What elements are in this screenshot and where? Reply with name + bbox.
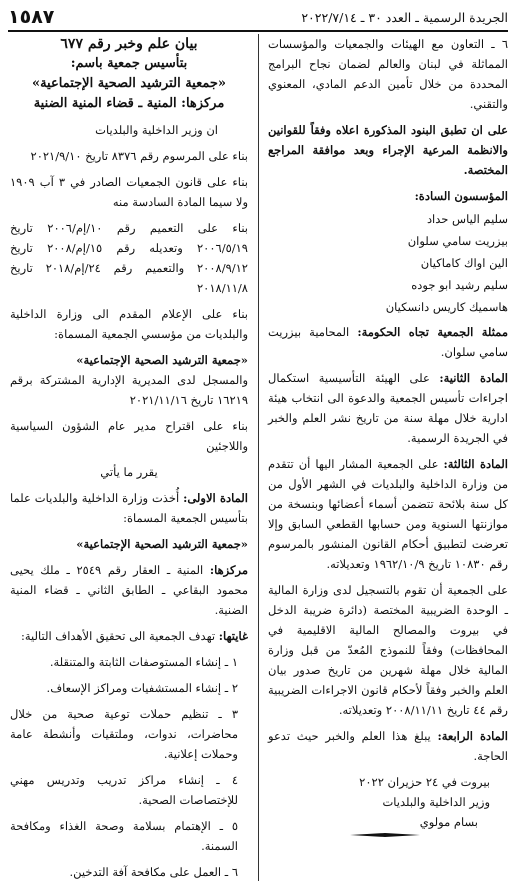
goals-intro — [10, 626, 248, 646]
decides-line: يقرر ما يأتي — [100, 465, 158, 479]
minister-intro: ان وزير الداخلية والبلديات — [95, 123, 218, 137]
hq-label: مركزها: — [209, 563, 248, 577]
end-separator — [350, 833, 420, 837]
tax-registration: على الجمعية أن تقوم بالتسجيل لدى وزارة المالية ـ الوحدة الضريبية المختصة (دائرة ضريبة الدخل في بيروت والمصالح المالية الاقليمية في المحافظات) وفقاً للنموذج المُعدّ من قبل وزارة المالية خلال مهلة شهرين من تاريخ صدور بيان العلم والخبر وفقاً لأحكام قانون الاجراءات الضريبية رقم ٤٤ تاريخ ٢٠٠٨/١١/١١ وتعديلاته. — [268, 583, 508, 717]
art4-label: المادة الرابعة: — [437, 729, 508, 743]
goals-label: غايتها: — [218, 629, 248, 643]
founders-title: المؤسسون السادة: — [414, 189, 508, 203]
art3-label: المادة الثالثة: — [443, 457, 508, 471]
right-column — [268, 34, 508, 832]
art3-text: على الجمعية المشار اليها أن تتقدم من وزارة الداخلية والبلديات في الشهر الأول من كل سنة بلائحة تتضمن أسماء أعضائها وبنسخة من موازنتها السنوية ومن حسابها القطعي السابق وإلا تعرضت لتطبيق أحكام القانون المنشور بالمرسوم رقم ١٠٨٣٠ تاريخ ١٩٦٢/١٠/٩ وتعديلاته. — [268, 457, 508, 571]
page-header — [8, 4, 508, 32]
association-name-3: «جمعية الترشيد الصحية الإجتماعية» — [76, 537, 248, 551]
minister-name: بسام مولوي — [419, 815, 478, 829]
founder-item: الين اواك كاماكيان — [420, 256, 508, 270]
goal-item: ٢ ـ إنشاء المستشفيات ومراكز الإسعاف. — [46, 681, 238, 695]
hq-text: المنية ـ العقار رقم ٢٥٤٩ ـ ملك يحيى محمود البقاعي ـ الطابق الثاني ـ قضاء المنية الضنية. — [10, 563, 248, 617]
proposal-basis: بناء على اقتراح مدير عام الشؤون السياسية واللاجئين — [10, 419, 248, 453]
article-3 — [268, 454, 508, 574]
association-name-2: «جمعية الترشيد الصحية الإجتماعية» — [76, 353, 248, 367]
gazette-title: الجريدة الرسمية ـ العدد ٣٠ ـ ٢٠٢٢/٧/١٤ — [301, 9, 508, 25]
minister-title: وزير الداخلية والبلديات — [382, 795, 490, 809]
rep-label: ممثلة الجمعية تجاه الحكومة: — [357, 325, 508, 339]
article-2 — [268, 368, 508, 448]
founder-item: سليم رشيد ابو جوده — [411, 278, 508, 292]
condition-text: على ان تطبق البنود المذكورة اعلاه وفقاً للقوانين والانظمة المرعية الإجراء وبعد موافقة المراجع المختصة. — [268, 123, 508, 177]
founder-item: بيزريت سامي سلوان — [407, 234, 508, 248]
goal-item: ٤ ـ إنشاء مراكز تدريب وتدريس مهني للإختصاصات الصحية. — [10, 773, 238, 807]
founders-list — [268, 208, 508, 318]
art4-text: يبلغ هذا العلم والخبر حيث تدعو الحاجة. — [268, 729, 508, 763]
founder-item: سليم الياس حداد — [426, 212, 508, 226]
goal-item: ٥ ـ الإهتمام بسلامة وصحة الغذاء ومكافحة السمنة. — [10, 819, 238, 853]
decree-basis: بناء على المرسوم رقم ٨٣٧٦ تاريخ ٢٠٢١/٩/١٠ — [30, 149, 248, 163]
date-line: بيروت في ٢٤ حزيران ٢٠٢٢ — [359, 775, 490, 789]
association-hq: مركزها: المنية ـ قضاء المنية الضنية — [33, 96, 225, 111]
signature-block — [268, 772, 508, 832]
goal-6-text: ٦ ـ التعاون مع الهيئات والجمعيات والمؤسسات المماثلة في لبنان والعالم لضمان نجاح البرامج المحددة من خلال تأمين الدعم المادي، المعنوي والتقني. — [268, 37, 508, 111]
founder-item: هاسميك كاريس دانسكيان — [385, 300, 508, 314]
notice-subtitle: بتأسيس جمعية باسم: — [70, 56, 188, 71]
circulars-basis: بناء على التعميم رقم ١٠/إم/٢٠٠٦ تاريخ ٢٠٠٦/٥/١٩ وتعديله رقم ١٥/إم/٢٠٠٨ تاريخ ٢٠٠٨/٩/١٢ والتعميم رقم ٢٤/إم/٢٠١٨ تاريخ ٢٠١٨/١١/٨ — [10, 221, 249, 295]
notice-basis: بناء على الإعلام المقدم الى وزارة الداخلية والبلديات من مؤسسي الجمعية المسماة: — [10, 307, 248, 341]
association-name: «جمعية الترشيد الصحية الإجتماعية» — [31, 76, 227, 91]
registration-info: والمسجل لدى المديرية الإدارية المشتركة برقم ١٦٢١٩ تاريخ ٢٠٢١/١١/١٦ — [10, 373, 248, 407]
goal-item: ١ ـ إنشاء المستوصفات الثابتة والمتنقلة. — [49, 655, 238, 669]
left-column — [10, 34, 248, 888]
goals-text: تهدف الجمعية الى تحقيق الأهداف التالية: — [20, 629, 219, 643]
rep-text: المحامية بيزريت سامي سلوان. — [268, 325, 508, 359]
art1-label: المادة الاولى: — [183, 491, 248, 505]
headquarters — [10, 560, 248, 620]
goal-item: ٦ ـ العمل على مكافحة آفة التدخين. — [69, 865, 238, 879]
art2-label: المادة الثانية: — [439, 371, 508, 385]
page-number: ١٥٨٧ — [8, 6, 55, 28]
article-1 — [10, 488, 248, 528]
goal-item: ٣ ـ تنظيم حملات توعية صحية من خلال محاضرات، ندوات، وملتقيات وأنشطة عامة وحملات إعلانية. — [10, 707, 238, 761]
art1-text: أُخذت وزارة الداخلية والبلديات علما بتأسيس الجمعية المسماة: — [10, 491, 248, 525]
representative — [268, 322, 508, 362]
column-divider — [258, 34, 259, 881]
law-basis: بناء على قانون الجمعيات الصادر في ٣ آب ١٩٠٩ ولا سيما المادة السادسة منه — [10, 175, 248, 209]
goals-list — [10, 652, 248, 882]
notice-title: بيان علم وخبر رقم ٦٧٧ — [60, 36, 198, 52]
art2-text: على الهيئة التأسيسية استكمال اجراءات تأسيس الجمعية والدعوة الى انتخاب هيئة ادارية خلال مهلة سنة من تاريخ نشر العلم والخبر في الجريدة الرسمية. — [268, 371, 508, 445]
article-4 — [268, 726, 508, 766]
